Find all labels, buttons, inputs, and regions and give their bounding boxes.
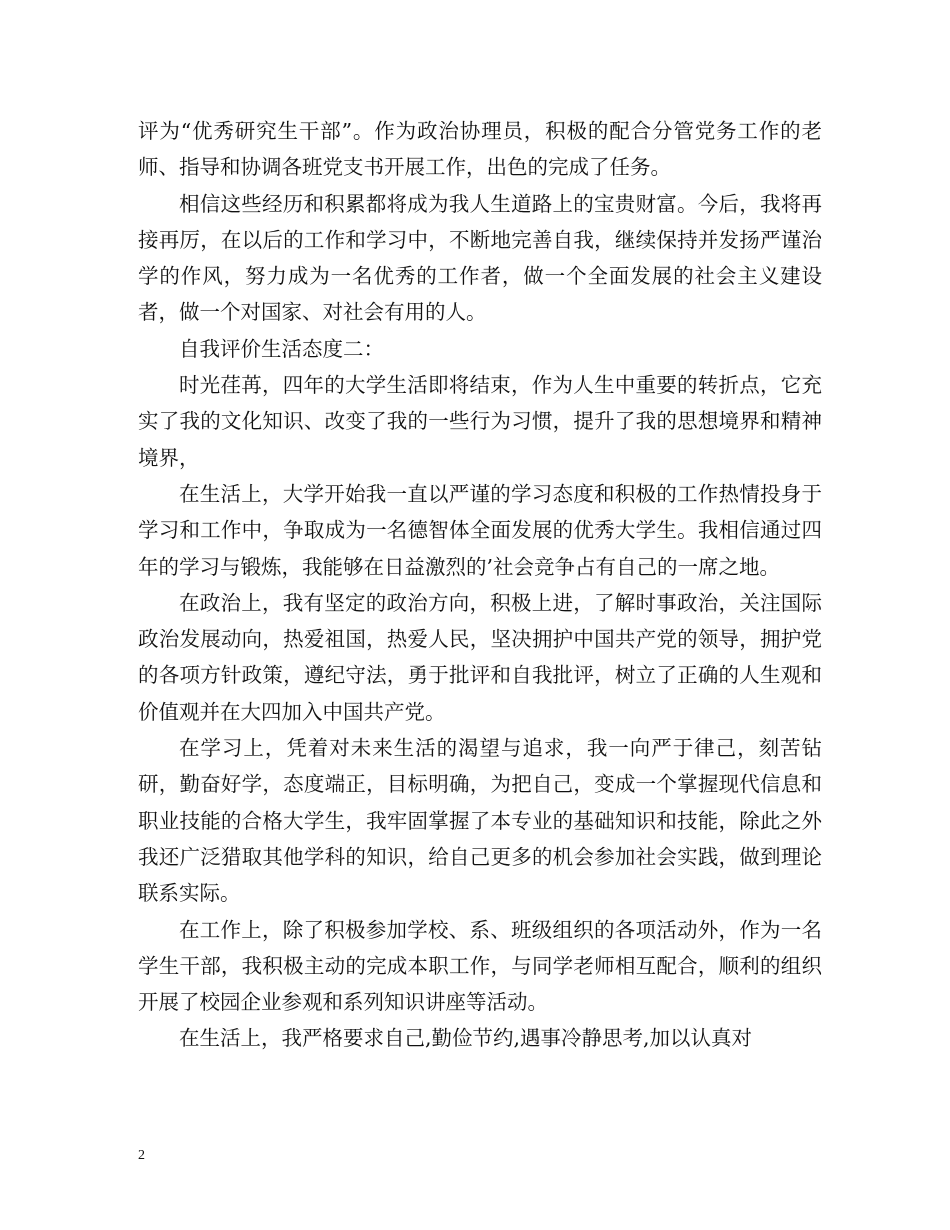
paragraph-continued: 评为“优秀研究生干部”。作为政治协理员，积极的配合分管党务工作的老师、指导和协调各班党支书开展工作，出色的完成了任务。 bbox=[138, 119, 822, 180]
paragraph: 在生活上，我严格要求自己,勤俭节约,遇事冷静思考,加以认真对 bbox=[179, 1026, 753, 1051]
page-number: 2 bbox=[138, 1148, 145, 1163]
paragraph: 在工作上，除了积极参加学校、系、班级组织的各项活动外，作为一名学生干部，我积极主动的完成本职工作，与同学老师相互配合，顺利的组织开展了校园企业参观和系列知识讲座等活动。 bbox=[138, 917, 822, 1015]
paragraph: 时光荏苒，四年的大学生活即将结束，作为人生中重要的转折点，它充实了我的文化知识、改变了我的一些行为习惯，提升了我的思想境界和精神境界， bbox=[138, 373, 822, 470]
body-text bbox=[138, 113, 822, 1057]
paragraph: 相信这些经历和积累都将成为我人生道路上的宝贵财富。今后，我将再接再厉，在以后的工作和学习中，不断地完善自我，继续保持并发扬严谨治学的作风，努力成为一名优秀的工作者，做一个全面发展的社会主义建设者，做一个对国家、对社会有用的人。 bbox=[138, 191, 822, 325]
paragraph: 在政治上，我有坚定的政治方向，积极上进，了解时事政治，关注国际政治发展动向，热爱祖国，热爱人民，坚决拥护中国共产党的领导，拥护党的各项方针政策，遵纪守法，勇于批评和自我批评，树立了正确的人生观和价值观并在大四加入中国共产党。 bbox=[138, 590, 822, 724]
paragraph: 在生活上，大学开始我一直以严谨的学习态度和积极的工作热情投身于学习和工作中，争取成为一名德智体全面发展的优秀大学生。我相信通过四年的学习与锻炼，我能够在日益激烈的’社会竞争占有自己的一席之地。 bbox=[138, 481, 822, 579]
paragraph: 在学习上，凭着对未来生活的渴望与追求，我一向严于律己，刻苦钻研，勤奋好学，态度端正，目标明确，为把自己，变成一个掌握现代信息和职业技能的合格大学生，我牢固掌握了本专业的基础知识和技能，除此之外我还广泛猎取其他学科的知识，给自己更多的机会参加社会实践，做到理论联系实际。 bbox=[138, 736, 822, 906]
section-heading: 自我评价生活态度二： bbox=[179, 336, 384, 361]
